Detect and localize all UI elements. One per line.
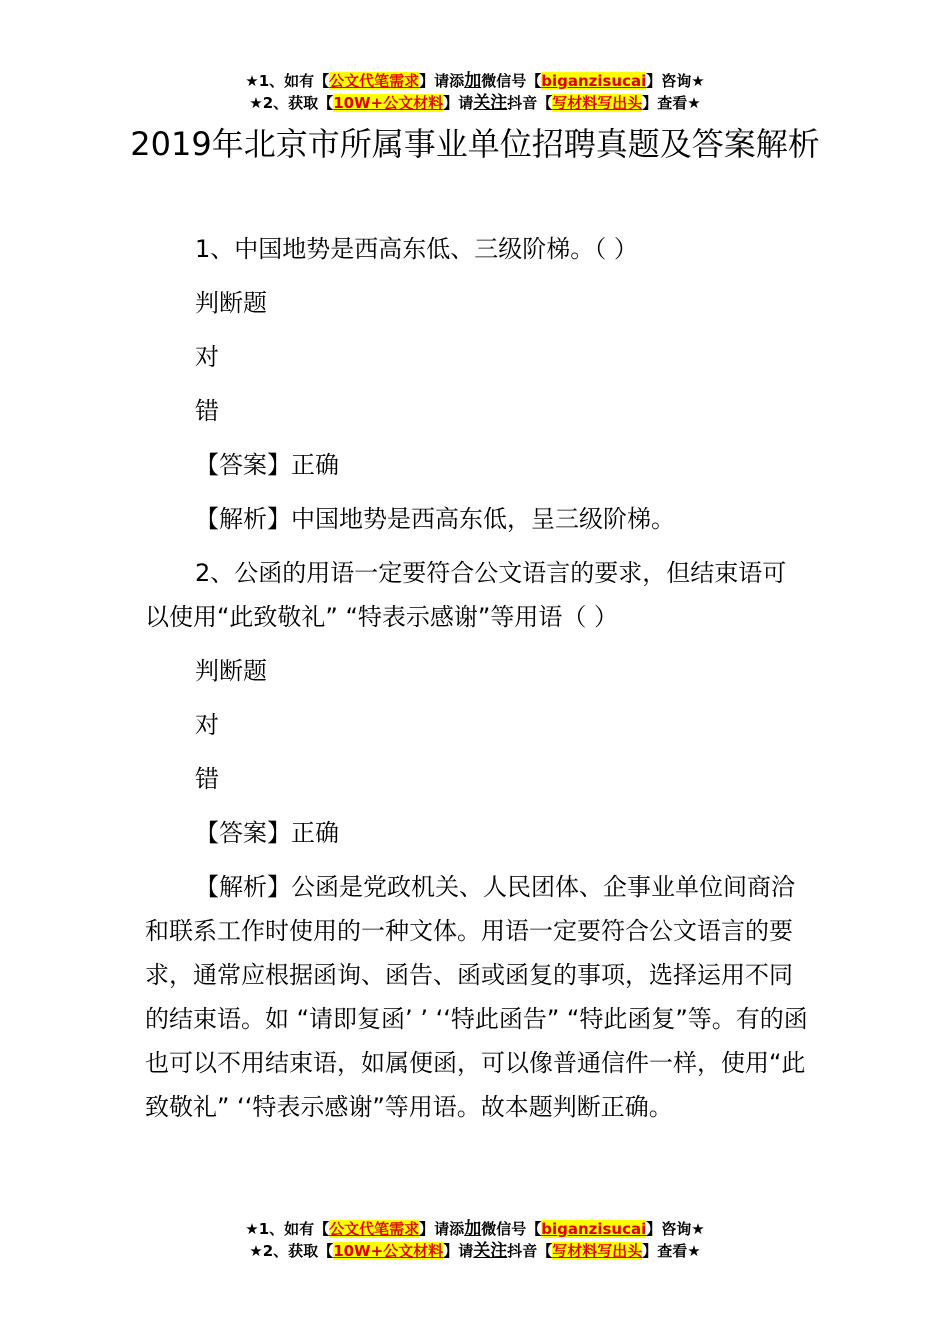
promo-text: 】请 [443, 94, 474, 112]
question-1-option-true: 对 [195, 343, 219, 371]
promo-highlight: 公文代笔需求 [329, 72, 420, 90]
promo-text: 】咨询★ [646, 72, 705, 90]
promo-highlight: biganzisucai [541, 1220, 647, 1238]
document-body [145, 222, 810, 1134]
promo-highlight: 写材料写出头 [552, 1242, 643, 1260]
promo-text: ★1、如有【 [245, 1220, 330, 1238]
question-1-text: 1、中国地势是西高东低、三级阶梯。（ ） [195, 235, 638, 263]
promo-text: 】查看★ [642, 1242, 701, 1260]
promo-underline: 关注 [473, 1241, 508, 1261]
question-2-option-true: 对 [195, 711, 219, 739]
promo-line-1 [0, 70, 950, 92]
promo-text: 】请 [443, 1242, 474, 1260]
promo-text: 微信号【 [481, 72, 542, 90]
promo-text: ★1、如有【 [245, 72, 330, 90]
promo-highlight: 10W+公文材料 [333, 94, 444, 112]
promo-highlight: biganzisucai [541, 72, 647, 90]
question-1-type: 判断题 [195, 289, 267, 317]
question-2-analysis: 【解析】公函是党政机关、人民团体、企事业单位间商洽和联系工作时使用的一种文体。用语一定要符合公文语言的要求，通常应根据函询、函告、函或函复的事项，选择运用不同的结束语。如 “请即复函’ ’ ‘‘特此函告” “特此函复”等。有的函也可以不用结束语，如属便函，可以像普通信件一样，使用“此致敬礼” ‘‘特表示感谢”等用语。故本题判断正确。 [145, 873, 808, 1121]
question-1-option-false: 错 [195, 397, 219, 425]
promo-highlight: 公文代笔需求 [329, 1220, 420, 1238]
promo-text: ★2、获取【 [249, 1242, 334, 1260]
promo-text: 】请添 [419, 1220, 465, 1238]
promo-line-2 [0, 92, 950, 114]
promo-text: 抖音【 [507, 1242, 553, 1260]
question-1-analysis: 【解析】中国地势是西高东低，呈三级阶梯。 [195, 505, 675, 533]
question-2-type: 判断题 [195, 657, 267, 685]
promo-underline: 关注 [473, 93, 508, 113]
promo-text: ★2、获取【 [249, 94, 334, 112]
promo-line-1 [0, 1218, 950, 1240]
question-2-text: 2、公函的用语一定要符合公文语言的要求，但结束语可以使用“此致敬礼” “特表示感谢”等用语（ ） [145, 559, 787, 631]
promo-underline: 加 [464, 1219, 482, 1239]
question-2-answer: 【答案】正确 [195, 819, 339, 847]
promo-line-2 [0, 1240, 950, 1262]
promo-text: 】请添 [419, 72, 465, 90]
promo-banner-top [0, 70, 950, 114]
promo-text: 】查看★ [642, 94, 701, 112]
promo-underline: 加 [464, 71, 482, 91]
question-2-option-false: 错 [195, 765, 219, 793]
document-title: 2019年北京市所属事业单位招聘真题及答案解析 [130, 125, 820, 163]
promo-text: 】咨询★ [646, 1220, 705, 1238]
promo-text: 微信号【 [481, 1220, 542, 1238]
question-1-answer: 【答案】正确 [195, 451, 339, 479]
promo-banner-bottom [0, 1218, 950, 1262]
promo-highlight: 写材料写出头 [552, 94, 643, 112]
promo-highlight: 10W+公文材料 [333, 1242, 444, 1260]
promo-text: 抖音【 [507, 94, 553, 112]
